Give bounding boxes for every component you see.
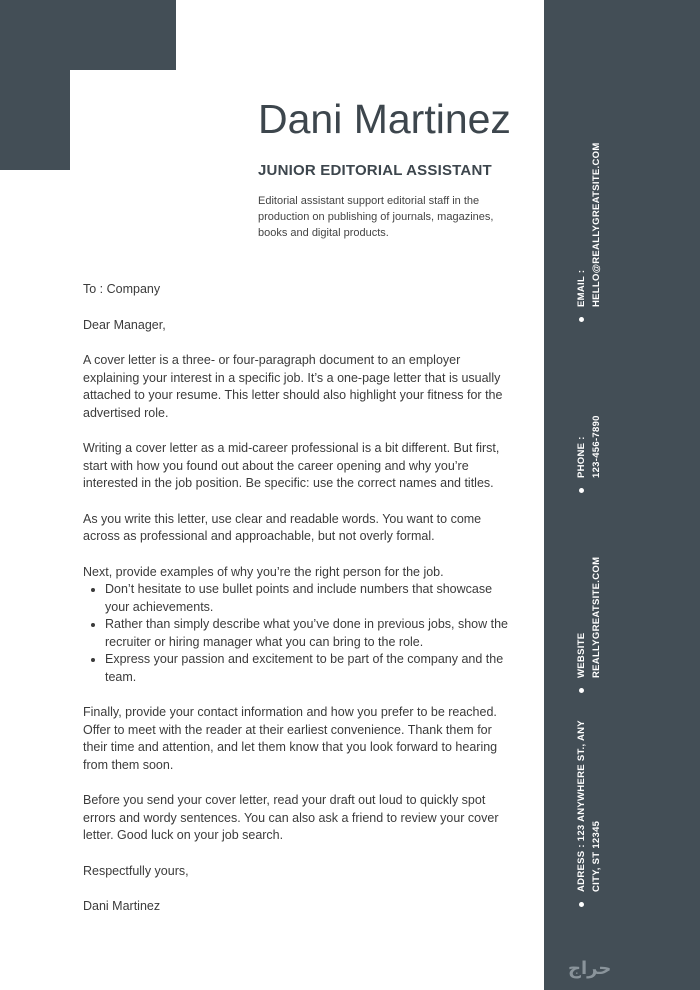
letter-paragraph-3: As you write this letter, use clear and readable words. You want to come across as professional and approachable, but not overly formal. [83,511,482,543]
letter-paragraph-6: Before you send your cover letter, read your draft out loud to quickly spot errors and wordy sentences. You can also ask a friend to review your cover letter. Good luck on your job search. [83,793,499,842]
letter-body [83,281,515,934]
corner-block-left [0,70,70,170]
watermark-logo: حراج [568,958,612,979]
bullet-dot-icon [579,688,584,693]
letter-paragraph-4: Next, provide examples of why you’re the right person for the job. [83,564,444,579]
list-item: • Express your passion and excitement to be part of the company and the team. [105,651,515,686]
website-label: WEBSITE [576,632,587,678]
letter-paragraph-2: Writing a cover letter as a mid-career professional is a bit different. But first, start with how you found out about the career opening and why you’re interested in the job position. Be specific: use the correct names and titles. [83,441,500,490]
letter-bullet-list [83,581,515,686]
bullet-dot-icon [579,317,584,322]
list-item: • Rather than simply describe what you’ve done in previous jobs, show the recruiter or hiring manager what you can bring to the role. [105,616,515,651]
address-line-1: ADRESS : 123 ANYWHERE ST., ANY [576,720,587,892]
profile-summary: Editorial assistant support editorial staff in the production on publishing of journals, magazines, books and digital products. [258,195,494,239]
letter-salutation: Dear Manager, [83,317,166,332]
bullet-dot-icon [579,902,584,907]
bullet-dot-icon [579,488,584,493]
phone-label: PHONE : [576,436,587,478]
letter-recipient: To : Company [83,282,161,296]
email-value[interactable]: HELLO@REALLYGREATSITE.COM [591,142,602,307]
corner-block-top [0,0,176,70]
contact-email [574,142,604,322]
website-value[interactable]: REALLYGREATSITE.COM [591,556,602,678]
email-label: EMAIL : [576,269,587,307]
address-line-2: CITY, ST 12345 [591,820,602,892]
contact-phone [574,415,604,493]
letter-signature: Dani Martinez [83,899,161,913]
contact-sidebar [544,0,700,990]
letter-paragraph-1: A cover letter is a three- or four-paragraph document to an employer explaining your interest in a specific job. It’s a one-page letter that is usually attached to your resume. This letter should also highlight your fitness for the advertised role. [83,353,503,420]
applicant-name: Dani Martinez [258,96,511,142]
contact-website [574,557,604,693]
letter-closing: Respectfully yours, [83,863,189,878]
job-title: JUNIOR EDITORIAL ASSISTANT [258,162,492,179]
list-item: • Don’t hesitate to use bullet points and include numbers that showcase your achievements. [105,581,515,616]
letter-paragraph-5: Finally, provide your contact information and how you prefer to be reached. Offer to meet with the reader at their earliest convenience. Thank them for their time and attention, and let them know that you look forward to hearing from them soon. [83,705,498,772]
phone-value[interactable]: 123-456-7890 [591,415,602,478]
contact-address [574,720,604,907]
